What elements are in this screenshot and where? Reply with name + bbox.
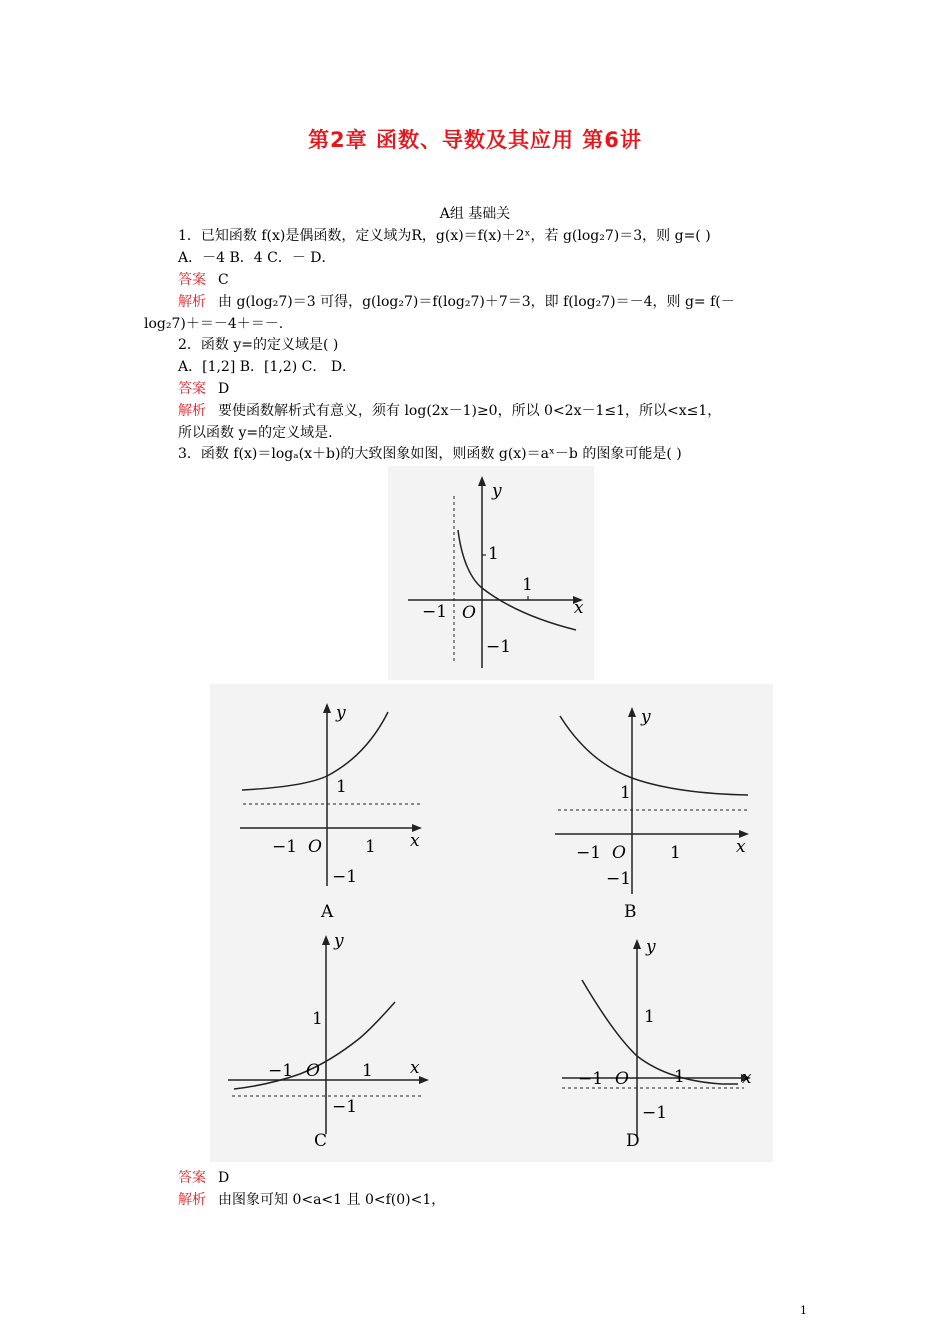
y-axis-label: y (492, 481, 502, 501)
q3-analysis (178, 1190, 445, 1210)
option-label: C (314, 1131, 328, 1151)
x-tick-label-1: 1 (522, 575, 533, 595)
q2-answer (178, 379, 229, 399)
option-label: D (626, 1131, 640, 1151)
q1-stem: 1．已知函数 f(x)是偶函数，定义域为R，g(x)＝f(x)＋2ˣ，若 g(log₂7)＝3，则 g=( ) (178, 228, 711, 244)
x-tick-label-neg1: −1 (578, 1069, 604, 1089)
y-tick-label-1: 1 (644, 1007, 655, 1027)
y-axis-label: y (334, 931, 344, 951)
answer-label: 答案 (178, 272, 206, 288)
x-tick-label-1: 1 (362, 1061, 373, 1081)
origin-label: O (615, 1069, 629, 1089)
q1-analysis-cont: log₂7)＋＝－4＋＝－. (144, 316, 284, 332)
y-axis-label: y (641, 707, 651, 727)
x-axis-label: x (574, 598, 584, 618)
q2-analysis-cont: 所以函数 y=的定义域是. (178, 425, 333, 441)
x-tick-label-1: 1 (674, 1067, 685, 1087)
analysis-label: 解析 (178, 294, 206, 310)
x-tick-label-neg1: −1 (576, 843, 602, 863)
origin-label: O (612, 843, 626, 863)
analysis-text: 要使函数解析式有意义，须有 log(2x－1)≥0，所以 0<2x－1≤1，所以<x≤1， (218, 403, 722, 419)
y-axis-label: y (336, 703, 346, 723)
origin-label: O (308, 837, 322, 857)
q1-answer (178, 270, 229, 290)
y-tick-label-1: 1 (336, 777, 347, 797)
x-axis-label: x (736, 837, 746, 857)
option-label: A (321, 902, 334, 922)
q2-options: A．[1,2] B．[1,2) C． D． (178, 359, 357, 375)
analysis-text: 由 g(log₂7)＝3 可得，g(log₂7)＝f(log₂7)＋7＝3，即 f(log₂7)＝－4，则 g= f(－ (218, 294, 735, 310)
q1-analysis (178, 292, 735, 312)
y-tick-label-neg1: −1 (332, 867, 358, 887)
y-tick-label-neg1: −1 (606, 869, 632, 889)
y-tick-label-1: 1 (488, 544, 499, 564)
x-axis-label: x (742, 1068, 752, 1088)
y-tick-label-neg1: −1 (332, 1097, 358, 1117)
y-tick-label-neg1: −1 (486, 637, 512, 657)
analysis-label: 解析 (178, 403, 206, 419)
analysis-text: 由图象可知 0<a<1 且 0<f(0)<1， (218, 1192, 446, 1208)
option-label: B (624, 902, 637, 922)
page-title: 第2章 函数、导数及其应用 第6讲 (308, 128, 642, 152)
q3-answer (178, 1168, 229, 1188)
origin-label: O (306, 1061, 320, 1081)
page-number: 1 (800, 1304, 807, 1317)
answer-label: 答案 (178, 1170, 206, 1186)
group-heading: A组 基础关 (439, 206, 511, 222)
answer-value: D (218, 1170, 230, 1186)
y-axis-label: y (646, 937, 656, 957)
x-tick-label-neg1: −1 (272, 837, 298, 857)
y-tick-label-1: 1 (620, 783, 631, 803)
y-tick-label-1: 1 (312, 1009, 323, 1029)
figure-options (210, 684, 773, 1162)
answer-value: C (218, 272, 229, 288)
x-tick-label-1: 1 (365, 837, 376, 857)
x-tick-label-neg1: −1 (422, 602, 448, 622)
origin-label: O (462, 603, 476, 623)
answer-value: D (218, 381, 230, 397)
q2-analysis (178, 401, 721, 421)
y-tick-label-neg1: −1 (642, 1103, 668, 1123)
x-axis-label: x (410, 1058, 420, 1078)
q3-stem: 3．函数 f(x)＝logₐ(x＋b)的大致图象如图，则函数 g(x)＝aˣ－b 的图象可能是( ) (178, 446, 682, 462)
answer-label: 答案 (178, 381, 206, 397)
q2-stem: 2．函数 y=的定义域是( ) (178, 337, 339, 353)
x-tick-label-1: 1 (670, 843, 681, 863)
options-background (210, 684, 773, 1162)
x-tick-label-neg1: −1 (268, 1061, 294, 1081)
x-axis-label: x (410, 831, 420, 851)
q1-options: A．－4 B．4 C．－ D． (178, 250, 336, 266)
figure-log-graph (388, 466, 594, 680)
analysis-label: 解析 (178, 1192, 206, 1208)
